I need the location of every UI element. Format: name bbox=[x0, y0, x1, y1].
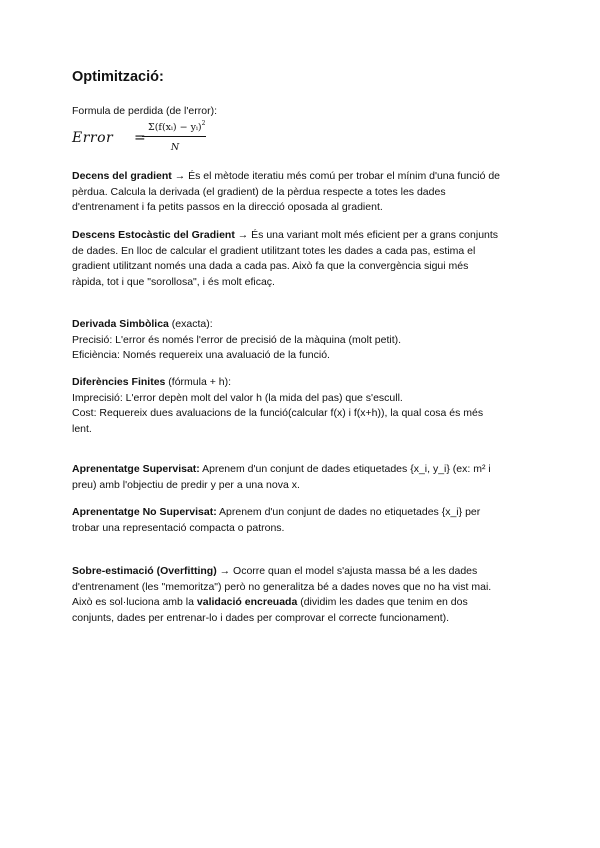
paragraph-line: pèrdua. Calcula la derivada (el gradient) de la pèrdua respecte a totes les dades bbox=[72, 185, 446, 198]
formula-equals: = bbox=[134, 130, 146, 146]
paragraph-line: Derivada Simbòlica (exacta): bbox=[72, 318, 213, 330]
paragraph-line: gradient utilitzant només una dada a cada pas. Això fa que la convergència sigui més bbox=[72, 260, 469, 273]
formula-intro: Formula de perdida (de l'error): bbox=[72, 105, 217, 117]
paragraph-overfitting bbox=[72, 564, 528, 626]
paragraph-line: Precisió: L'error és només l'error de precisió de la màquina (molt petit). bbox=[72, 333, 402, 346]
formula-numerator-text: Σ(f(xᵢ) − yᵢ) bbox=[148, 122, 202, 133]
fraction-bar bbox=[142, 136, 206, 137]
paragraph-line: Eficiència: Només requereix una avaluació de la funció. bbox=[72, 349, 330, 362]
term-gradient-descent: Decens del gradient bbox=[72, 170, 172, 182]
paragraph-line: Diferències Finites (fórmula + h): bbox=[72, 376, 232, 388]
page-title: Optimització: bbox=[72, 69, 164, 85]
paragraph-line: Sobre-estimació (Overfitting) → Ocorre quan el model s'ajusta massa bé a les dades bbox=[72, 565, 478, 577]
paragraph-line: d'entrenament (les "memoritza") però no generalitza bé a dades noves que no ha vist mai. bbox=[72, 580, 492, 593]
paragraph-line: Imprecisió: L'error depèn molt del valor h (la mida del pas) que s'escull. bbox=[72, 391, 403, 404]
paragraph-line: Decens del gradient → És el mètode iteratiu més comú per trobar el mínim d'una funció de bbox=[72, 170, 501, 182]
paragraph-line: de dades. En lloc de calcular el gradient utilitzant totes les dades a cada pas, estima el bbox=[72, 244, 476, 257]
paragraph-finite-differences bbox=[72, 375, 528, 437]
paragraph-line: Cost: Requereix dues avaluacions de la funció(calcular f(x) i f(x+h)), la qual cosa és més bbox=[72, 407, 484, 420]
formula-numerator bbox=[148, 120, 206, 137]
term-unsupervised: Aprenentatge No Supervisat: bbox=[72, 506, 217, 518]
term-sgd: Descens Estocàstic del Gradient bbox=[72, 229, 235, 241]
paragraph-line: Aprenentatge Supervisat: Aprenem d'un conjunt de dades etiquetades {x_i, y_i} (ex: m² i bbox=[72, 463, 491, 475]
term-cross-validation: validació encreuada bbox=[196, 596, 298, 609]
paragraph-line: d'entrenament i fa petits passos en la direcció oposada al gradient. bbox=[72, 201, 383, 214]
paragraph-supervised bbox=[72, 462, 528, 493]
paragraph-symbolic-derivative bbox=[72, 317, 528, 364]
term-overfitting: Sobre-estimació (Overfitting) bbox=[72, 565, 217, 577]
paragraph-line: Aprenentatge No Supervisat: Aprenem d'un conjunt de dades no etiquetades {x_i} per bbox=[72, 506, 481, 518]
paragraph-unsupervised bbox=[72, 505, 528, 536]
paragraph-gradient-descent bbox=[72, 169, 528, 216]
formula-lhs: Error bbox=[72, 130, 114, 146]
formula-denominator: N bbox=[170, 142, 180, 153]
paragraph-line: lent. bbox=[72, 422, 92, 435]
paragraph-line: trobar una representació compacta o patrons. bbox=[72, 521, 285, 534]
paragraph-line: preu) amb l'objectiu de predir y per a una nova x. bbox=[72, 478, 300, 491]
term-finite-differences: Diferències Finites bbox=[72, 376, 166, 388]
paragraph-line: ràpida, tot i que "sorollosa", i és molt eficaç. bbox=[72, 275, 275, 288]
term-supervised: Aprenentatge Supervisat: bbox=[72, 463, 200, 475]
loss-formula bbox=[72, 120, 272, 156]
formula-exponent: 2 bbox=[201, 120, 206, 127]
term-symbolic-derivative: Derivada Simbòlica bbox=[72, 318, 169, 330]
paragraph-sgd bbox=[72, 228, 528, 290]
paragraph-line: conjunts, dades per entrenar-lo i dades per comprovar el correcte funcionament). bbox=[72, 611, 450, 624]
paragraph-line: Descens Estocàstic del Gradient → És una variant molt més eficient per a grans conjunts bbox=[72, 229, 499, 241]
paragraph-line: Això es sol·luciona amb la validació encreuada (dividim les dades que tenim en dos bbox=[72, 596, 468, 609]
